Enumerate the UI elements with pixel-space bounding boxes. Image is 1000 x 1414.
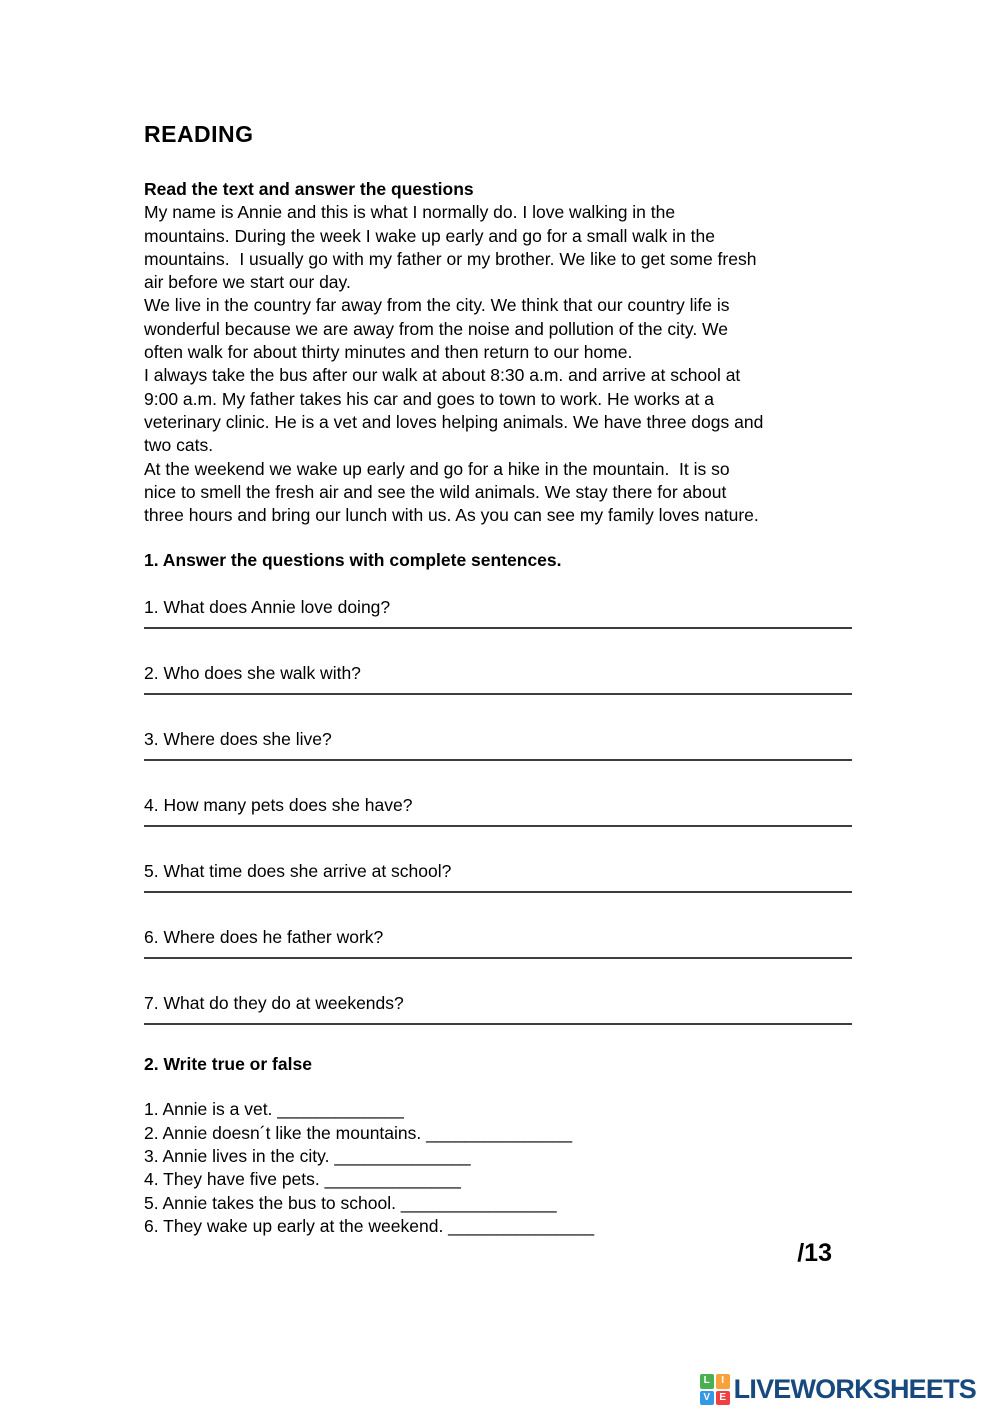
passage-line: At the weekend we wake up early and go for a hike in the mountain. It is so <box>144 458 730 479</box>
passage-line: I always take the bus after our walk at about 8:30 a.m. and arrive at school at <box>144 365 741 386</box>
answer-line[interactable] <box>144 685 852 695</box>
true-false-list <box>144 1098 855 1238</box>
question-block <box>144 728 855 761</box>
passage-heading: Read the text and answer the questions <box>144 179 474 199</box>
true-false-item[interactable]: 4. They have five pets. ______________ <box>144 1169 461 1190</box>
liveworksheets-grid-icon <box>700 1374 730 1405</box>
logo-square: L <box>700 1374 714 1389</box>
answer-line[interactable] <box>144 817 852 827</box>
question-block <box>144 794 855 827</box>
logo-square: E <box>716 1391 730 1406</box>
logo-square: I <box>716 1374 730 1389</box>
question-text: 6. Where does he father work? <box>144 927 384 948</box>
passage-line: mountains. I usually go with my father or my brother. We like to get some fresh <box>144 248 757 269</box>
answer-line[interactable] <box>144 949 852 959</box>
question-block <box>144 596 855 629</box>
answer-line[interactable] <box>144 883 852 893</box>
worksheet-content <box>144 120 855 1267</box>
passage-line: two cats. <box>144 435 214 456</box>
answer-line[interactable] <box>144 751 852 761</box>
question-block <box>144 926 855 959</box>
liveworksheets-logo[interactable] <box>700 1374 976 1405</box>
true-false-item[interactable]: 3. Annie lives in the city. ______________ <box>144 1146 471 1167</box>
passage-line: My name is Annie and this is what I normally do. I love walking in the <box>144 202 676 223</box>
question-text: 7. What do they do at weekends? <box>144 993 404 1014</box>
section2-heading: 2. Write true or false <box>144 1054 312 1075</box>
answer-line[interactable] <box>144 1015 852 1025</box>
reading-passage <box>144 178 855 527</box>
passage-line: We live in the country far away from the city. We think that our country life is <box>144 295 730 316</box>
answer-line[interactable] <box>144 619 852 629</box>
logo-square: V <box>700 1391 714 1406</box>
question-list <box>144 596 855 1025</box>
true-false-item[interactable]: 1. Annie is a vet. _____________ <box>144 1099 404 1120</box>
passage-line: three hours and bring our lunch with us. As you can see my family loves nature. <box>144 505 759 526</box>
question-block <box>144 860 855 893</box>
page-title: READING <box>144 121 254 147</box>
passage-line: mountains. During the week I wake up early and go for a small walk in the <box>144 225 715 246</box>
logo-text: LIVEWORKSHEETS <box>733 1374 976 1404</box>
question-text: 5. What time does she arrive at school? <box>144 861 452 882</box>
question-block <box>144 662 855 695</box>
true-false-item[interactable]: 6. They wake up early at the weekend. _______________ <box>144 1215 595 1236</box>
passage-line: nice to smell the fresh air and see the wild animals. We stay there for about <box>144 481 727 502</box>
question-text: 2. Who does she walk with? <box>144 663 361 684</box>
passage-line: 9:00 a.m. My father takes his car and goes to town to work. He works at a <box>144 388 714 409</box>
question-text: 3. Where does she live? <box>144 729 332 750</box>
true-false-item[interactable]: 2. Annie doesn´t like the mountains. _______________ <box>144 1122 573 1143</box>
true-false-item[interactable]: 5. Annie takes the bus to school. ________________ <box>144 1192 557 1213</box>
passage-line: often walk for about thirty minutes and then return to our home. <box>144 342 633 363</box>
question-block <box>144 992 855 1025</box>
question-text: 4. How many pets does she have? <box>144 795 413 816</box>
section1-heading: 1. Answer the questions with complete sentences. <box>144 550 562 571</box>
passage-line: air before we start our day. <box>144 272 351 293</box>
score-label: /13 <box>797 1239 832 1268</box>
passage-line: veterinary clinic. He is a vet and loves helping animals. We have three dogs and <box>144 411 764 432</box>
question-text: 1. What does Annie love doing? <box>144 597 391 618</box>
passage-line: wonderful because we are away from the noise and pollution of the city. We <box>144 318 728 339</box>
